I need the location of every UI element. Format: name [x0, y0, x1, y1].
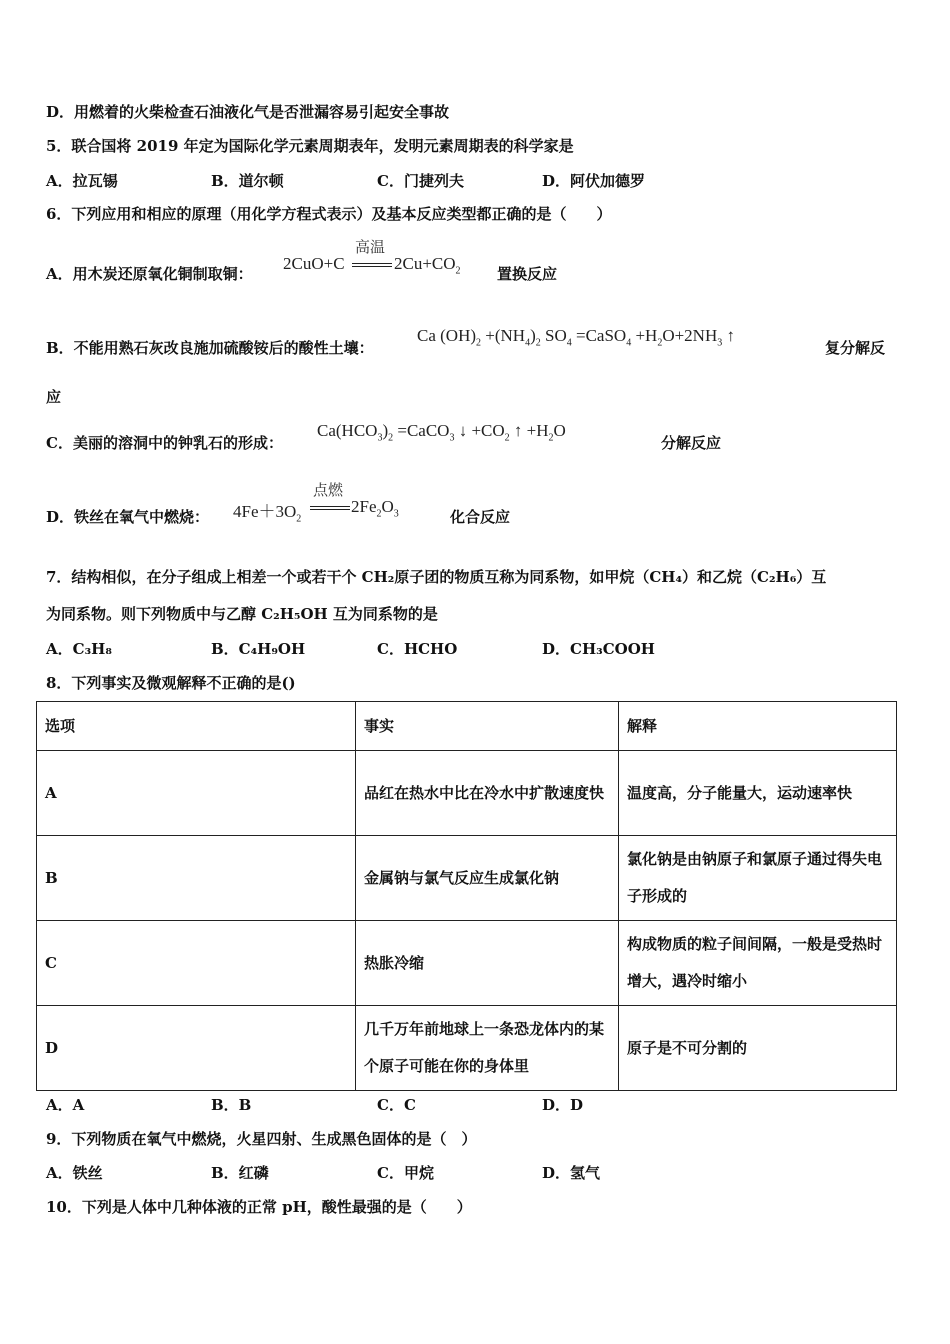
q9-stem: 9．下列物质在氧气中燃烧，火星四射、生成黑色固体的是（ ） — [46, 1130, 477, 1148]
q6-a-equation-left: 2CuO+C — [283, 254, 345, 273]
row-fact: 热胀冷缩 — [356, 921, 619, 1006]
row-explanation: 原子是不可分割的 — [619, 1006, 897, 1091]
q6-c-text: C．美丽的溶洞中的钟乳石的形成： — [46, 434, 283, 452]
q8-option-b: B．B — [211, 1096, 252, 1114]
q6-a-products: 2Cu+CO — [394, 254, 456, 273]
row-option: D — [37, 1006, 356, 1091]
table-row — [37, 836, 897, 921]
q8-option-c: C．C — [377, 1096, 416, 1114]
header-explanation: 解释 — [619, 702, 897, 751]
q6-d-equation-left: $4Fe+3O_2$ — [233, 502, 302, 525]
header-fact: 事实 — [356, 702, 619, 751]
q9-option-b: B．红磷 — [211, 1164, 269, 1182]
table-row — [37, 751, 897, 836]
table-row — [37, 1006, 897, 1091]
row-option: C — [37, 921, 356, 1006]
q7-stem-line2: 为同系物。则下列物质中与乙醇 C₂H₅OH 互为同系物的是 — [46, 605, 438, 623]
q9-option-c: C．甲烷 — [377, 1164, 434, 1182]
q9-option-a: A．铁丝 — [46, 1164, 103, 1182]
q6-b-equation: Ca $(OH)_2 +(NH_4)_2$ $SO_4$ =CaSO$_4$ $+H_2O+2NH_3$ ↑ — [417, 326, 735, 349]
row-fact: 品红在热水中比在冷水中扩散速度快 — [356, 751, 619, 836]
row-explanation: 构成物质的粒子间间隔，一般是受热时增大，遇冷时缩小 — [619, 921, 897, 1006]
row-explanation: 氯化钠是由钠原子和氯原子通过得失电子形成的 — [619, 836, 897, 921]
q7-stem-line1: 7．结构相似，在分子组成上相差一个或若干个 CH₂原子团的物质互称为同系物，如甲烷（CH₄）和乙烷（C₂H₆）互 — [46, 568, 827, 586]
q6-b-text: B．不能用熟石灰改良施加硫酸铵后的酸性土壤： — [46, 339, 374, 357]
row-option: A — [37, 751, 356, 836]
q8-stem: 8．下列事实及微观解释不正确的是() — [46, 674, 296, 692]
row-fact: 几千万年前地球上一条恐龙体内的某个原子可能在你的身体里 — [356, 1006, 619, 1091]
row-fact: 金属钠与氯气反应生成氯化钠 — [356, 836, 619, 921]
q6-d-type: 化合反应 — [450, 508, 511, 526]
q6-a-type: 置换反应 — [497, 265, 558, 283]
q6-c-equation: $Ca(HCO_3)_2$ =CaCO$_3$ ↓ $+CO_2$ ↑ $+H_2O$ — [317, 421, 566, 444]
table-row — [37, 921, 897, 1006]
q6-d-reactants: 4Fe＋3O — [233, 502, 297, 521]
row-option: B — [37, 836, 356, 921]
q6-d-text: D．铁丝在氧气中燃烧： — [46, 508, 210, 526]
q6-a-condition: 高温 — [355, 238, 386, 256]
q8-option-a: A．A — [46, 1096, 85, 1114]
q7-option-c: C．HCHO — [377, 640, 458, 658]
q6-d-condition: 点燃 — [313, 481, 344, 499]
q7-option-d: D．CH₃COOH — [542, 640, 655, 658]
q8-option-d: D．D — [542, 1096, 584, 1114]
q6-a-equals-sign — [352, 263, 392, 267]
header-option: 选项 — [37, 702, 356, 751]
q6-d-equals-sign — [310, 506, 350, 510]
q10-stem: 10．下列是人体中几种体液的正常 pH，酸性最强的是（ ） — [46, 1198, 472, 1216]
q6-c-type: 分解反应 — [661, 434, 722, 452]
q7-option-a: A．C₃H₈ — [46, 640, 112, 658]
q8-table — [36, 701, 897, 1091]
table-header-row — [37, 702, 897, 751]
q6-b-type: 复分解反 — [825, 339, 886, 357]
q6-a-equation-right: $2Cu+CO_2$ — [394, 254, 461, 277]
row-explanation: 温度高，分子能量大，运动速率快 — [619, 751, 897, 836]
q6-b-type-wrap: 应 — [46, 388, 62, 406]
q9-option-d: D．氢气 — [542, 1164, 601, 1182]
q5-stem: 5．联合国将 2019 年定为国际化学元素周期表年，发明元素周期表的科学家是 — [46, 137, 574, 155]
q5-option-d: D．阿伏加德罗 — [542, 172, 646, 190]
q5-option-a: A．拉瓦锡 — [46, 172, 118, 190]
q6-a-text: A．用木炭还原氧化铜制取铜： — [46, 265, 253, 283]
prev-question-option-d: D．用燃着的火柴检查石油液化气是否泄漏容易引起安全事故 — [46, 103, 450, 121]
q7-option-b: B．C₄H₉OH — [211, 640, 306, 658]
q5-option-b: B．道尔顿 — [211, 172, 284, 190]
q6-d-products: 2Fe — [351, 497, 377, 516]
q5-option-c: C．门捷列夫 — [377, 172, 464, 190]
q6-d-equation-right: $2Fe_2O_3$ — [351, 497, 399, 520]
q6-stem: 6．下列应用和相应的原理（用化学方程式表示）及基本反应类型都正确的是（ ） — [46, 205, 612, 223]
